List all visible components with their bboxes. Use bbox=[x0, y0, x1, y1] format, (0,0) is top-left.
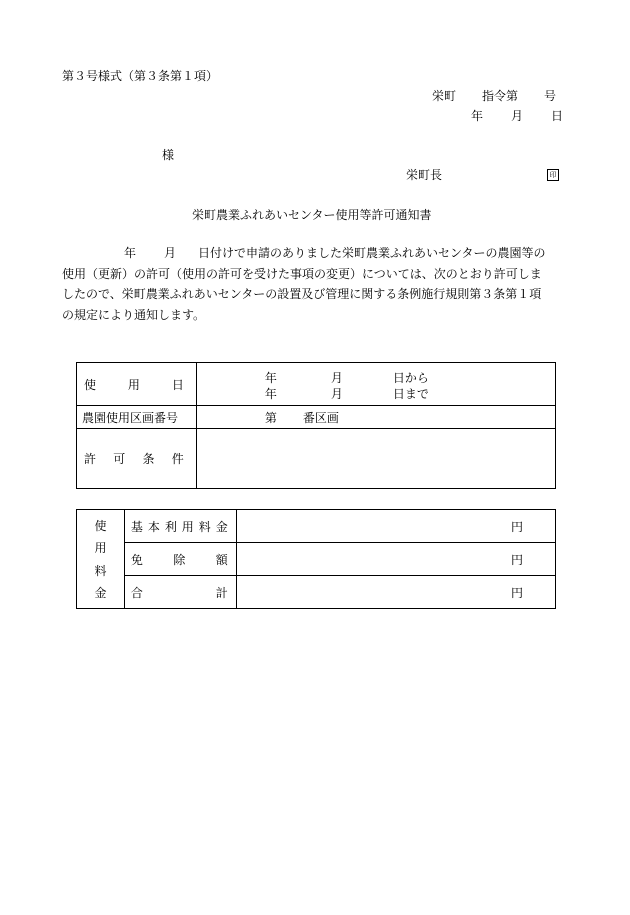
base-fee-value[interactable]: 円 bbox=[236, 510, 555, 543]
period-cell[interactable] bbox=[196, 363, 555, 406]
period-to: 年 月 日まで bbox=[264, 387, 429, 401]
conditions-label: 許 可 条 件 bbox=[77, 429, 197, 489]
document-title: 栄町農業ふれあいセンター使用等許可通知書 bbox=[192, 208, 432, 222]
year-label: 年 bbox=[471, 109, 484, 123]
base-fee-label: 基 本 利 用 料 金 bbox=[124, 510, 236, 543]
directive-label: 指令第 bbox=[482, 89, 519, 103]
usage-table bbox=[76, 362, 556, 489]
notice-body bbox=[62, 243, 562, 325]
body-line-1: 年 月 日付けで申請のありました栄町農業ふれあいセンターの農園等の bbox=[124, 246, 546, 260]
conditions-cell[interactable] bbox=[196, 429, 555, 489]
total-value[interactable]: 円 bbox=[236, 576, 555, 609]
total-label: 合 計 bbox=[124, 576, 236, 609]
body-line-4: の規定により通知します。 bbox=[62, 307, 206, 322]
plot-number-label: 農園使用区画番号 bbox=[77, 406, 197, 429]
form-number: 第３号様式（第３条第１項） bbox=[62, 69, 219, 83]
addressee-honorific: 様 bbox=[162, 148, 175, 162]
number-suffix: 号 bbox=[544, 89, 557, 103]
issue-date-line bbox=[471, 110, 563, 122]
plot-number-cell[interactable]: 第 番区画 bbox=[196, 406, 555, 429]
reference-number-line bbox=[432, 90, 556, 102]
fee-group-label: 使 用 料 金 bbox=[77, 510, 125, 609]
issuer-name: 栄町長 bbox=[406, 168, 443, 182]
exemption-label: 免 除 額 bbox=[124, 543, 236, 576]
body-line-2: 使用（更新）の許可（使用の許可を受けた事項の変更）については、次のとおり許可しま bbox=[62, 266, 542, 281]
period-label: 使 用 日 bbox=[77, 363, 197, 406]
fee-table bbox=[76, 509, 556, 609]
exemption-value[interactable]: 円 bbox=[236, 543, 555, 576]
town-label: 栄町 bbox=[432, 89, 457, 103]
month-label: 月 bbox=[511, 109, 524, 123]
day-label: 日 bbox=[551, 109, 564, 123]
period-from: 年 月 日から bbox=[264, 371, 429, 385]
seal-mark: 印 bbox=[547, 169, 559, 181]
body-line-3: したので、栄町農業ふれあいセンターの設置及び管理に関する条例施行規則第３条第１項 bbox=[62, 287, 542, 301]
